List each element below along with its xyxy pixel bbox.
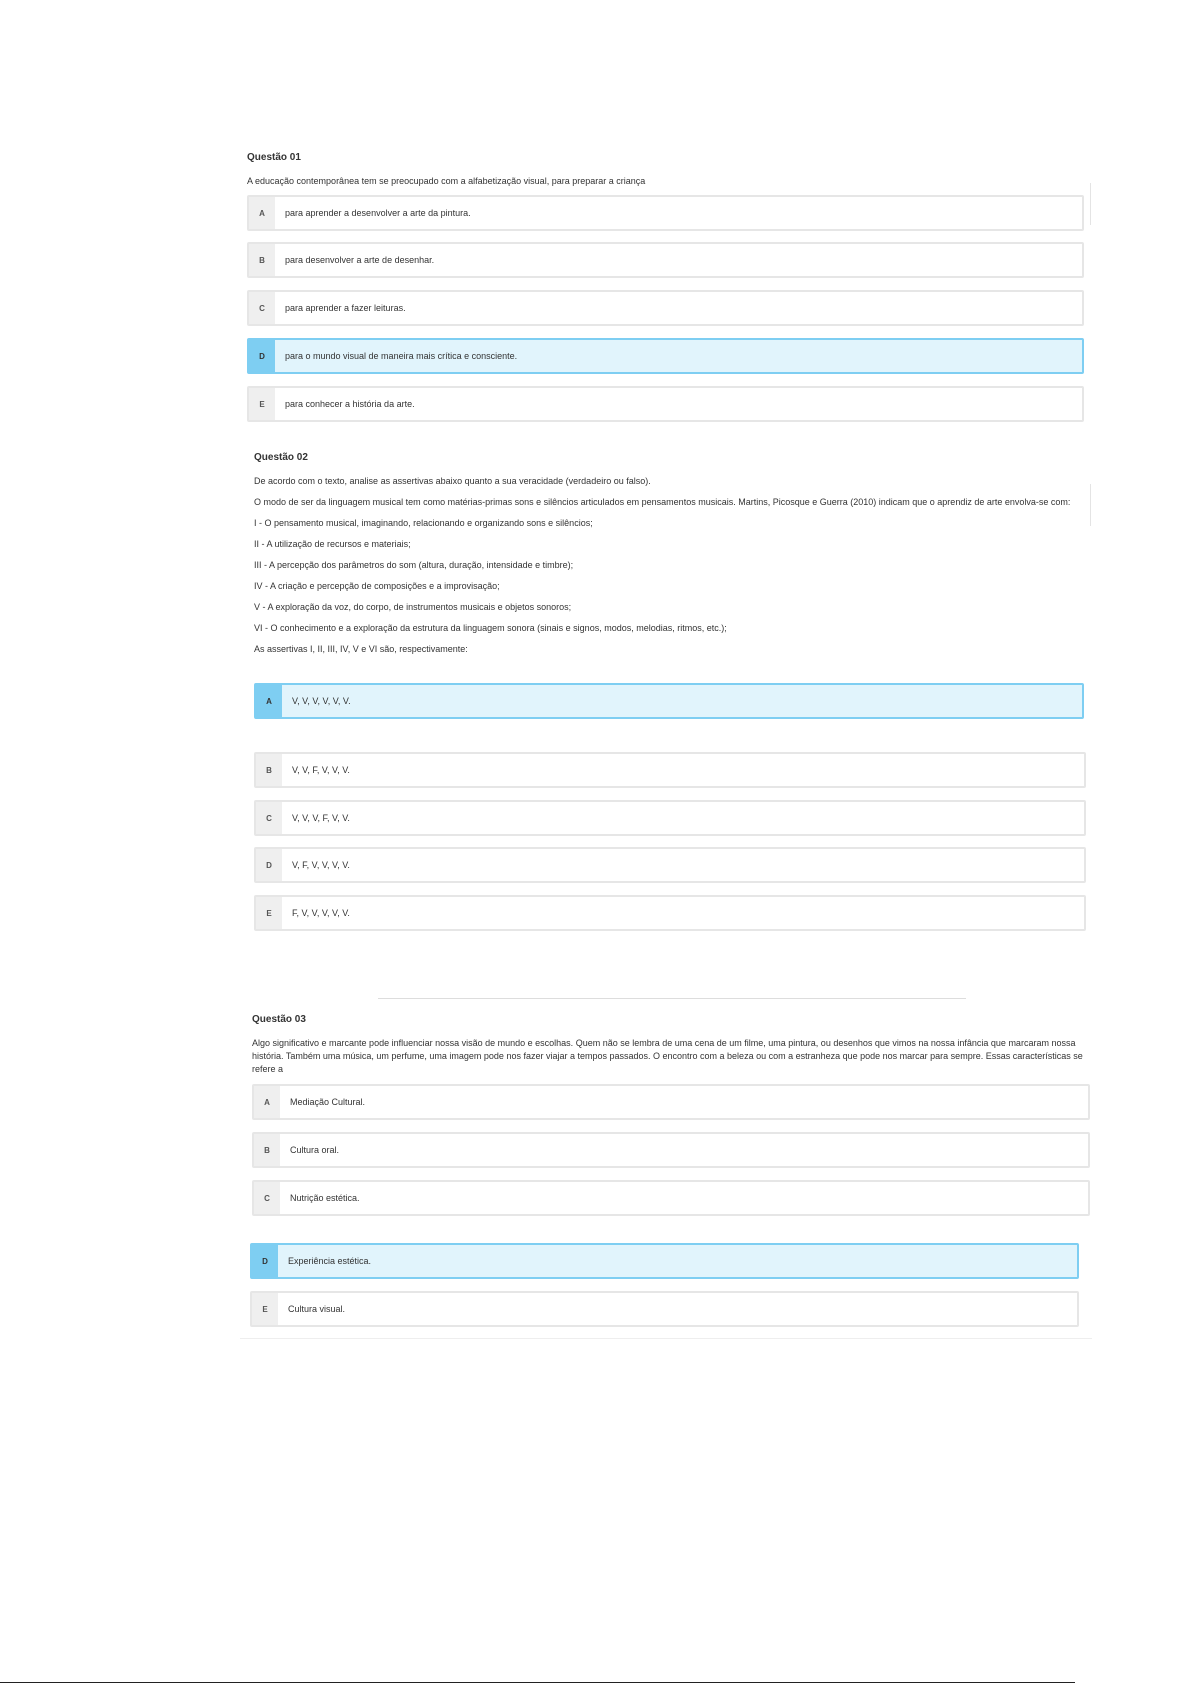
- option-letter: E: [249, 388, 275, 420]
- assertion-iv: IV - A criação e percepção de composições e a improvisação;: [254, 581, 500, 591]
- option-letter: E: [256, 897, 282, 929]
- q3-option-a[interactable]: [252, 1084, 1090, 1120]
- bottom-divider: [240, 1338, 1092, 1339]
- option-label: Nutrição estética.: [290, 1193, 360, 1203]
- option-label: V, V, V, F, V, V.: [292, 813, 350, 823]
- option-label: Cultura visual.: [288, 1304, 346, 1314]
- q3-option-c[interactable]: [252, 1180, 1090, 1216]
- q3-option-e[interactable]: [250, 1291, 1079, 1327]
- option-label: Experiência estética.: [288, 1256, 372, 1266]
- option-letter: E: [252, 1293, 278, 1325]
- question-01: [247, 152, 1097, 196]
- option-letter: D: [256, 849, 282, 881]
- assertion-iii: III - A percepção dos parâmetros do som (altura, duração, intensidade e timbre);: [254, 560, 574, 570]
- right-edge-mark: [1090, 484, 1091, 526]
- question-title: Questão 01: [247, 152, 301, 163]
- question-title: Questão 03: [252, 1014, 306, 1025]
- option-label: F, V, V, V, V, V.: [292, 908, 350, 918]
- option-label: V, V, V, V, V, V.: [292, 696, 351, 706]
- question-line: De acordo com o texto, analise as assertivas abaixo quanto a sua veracidade (verdadeiro ou falso).: [254, 476, 651, 486]
- question-prompt: As assertivas I, II, III, IV, V e VI são, respectivamente:: [254, 644, 468, 654]
- option-label: para aprender a fazer leituras.: [285, 303, 406, 313]
- question-title: Questão 02: [254, 452, 308, 463]
- option-letter: A: [254, 1086, 280, 1118]
- option-label: para conhecer a história da arte.: [285, 399, 415, 409]
- q3-option-b[interactable]: [252, 1132, 1090, 1168]
- right-edge-mark: [1090, 183, 1091, 225]
- q2-option-a[interactable]: [254, 683, 1084, 719]
- option-letter: C: [249, 292, 275, 324]
- option-label: para aprender a desenvolver a arte da pintura.: [285, 208, 471, 218]
- option-letter: A: [249, 197, 275, 229]
- question-prompt: Algo significativo e marcante pode influenciar nossa visão de mundo e escolhas. Quem não se lembra de uma cena de um filme, uma pintura, ou desenhos que vimos na nossa infância que marcaram nossa história. Também uma música, um perfume, uma imagem pode nos fazer viajar a tempos passados. O encontro com a beleza ou com a estranheza que pode nos marcar para sempre. Essas características se refere a: [252, 1038, 1083, 1074]
- q2-option-c[interactable]: [254, 800, 1086, 836]
- option-letter: D: [252, 1245, 278, 1277]
- q2-option-b[interactable]: [254, 752, 1086, 788]
- question-line: O modo de ser da linguagem musical tem como matérias-primas sons e silêncios articulados em pensamentos musicais. Martins, Picosque e Guerra (2010) indicam que o aprendiz de arte envolva-se com:: [254, 497, 1071, 507]
- option-letter: D: [249, 340, 275, 372]
- question-02: [254, 452, 1090, 664]
- option-letter: B: [254, 1134, 280, 1166]
- q1-option-d[interactable]: [247, 338, 1084, 374]
- assertion-v: V - A exploração da voz, do corpo, de instrumentos musicais e objetos sonoros;: [254, 602, 572, 612]
- option-label: Cultura oral.: [290, 1145, 340, 1155]
- option-letter: B: [256, 754, 282, 786]
- option-label: para o mundo visual de maneira mais crítica e consciente.: [285, 351, 518, 361]
- assertion-vi: VI - O conhecimento e a exploração da estrutura da linguagem sonora (sinais e signos, modos, melodias, ritmos, etc.);: [254, 623, 727, 633]
- page-footer-line: [0, 1682, 1075, 1683]
- option-letter: C: [254, 1182, 280, 1214]
- q1-option-e[interactable]: [247, 386, 1084, 422]
- section-divider: [378, 998, 966, 999]
- option-label: para desenvolver a arte de desenhar.: [285, 255, 435, 265]
- option-letter: C: [256, 802, 282, 834]
- question-prompt: A educação contemporânea tem se preocupado com a alfabetização visual, para preparar a criança: [247, 176, 646, 186]
- q2-option-e[interactable]: [254, 895, 1086, 931]
- option-letter: B: [249, 244, 275, 276]
- option-label: V, F, V, V, V, V.: [292, 860, 350, 870]
- q1-option-c[interactable]: [247, 290, 1084, 326]
- q1-option-b[interactable]: [247, 242, 1084, 278]
- option-letter: A: [256, 685, 282, 717]
- assertion-i: I - O pensamento musical, imaginando, relacionando e organizando sons e silêncios;: [254, 518, 593, 528]
- option-label: V, V, F, V, V, V.: [292, 765, 350, 775]
- q3-option-d[interactable]: [250, 1243, 1079, 1279]
- q2-option-d[interactable]: [254, 847, 1086, 883]
- assertion-ii: II - A utilização de recursos e materiais;: [254, 539, 411, 549]
- option-label: Mediação Cultural.: [290, 1097, 366, 1107]
- q1-option-a[interactable]: [247, 195, 1084, 231]
- question-03: [252, 1014, 1094, 1084]
